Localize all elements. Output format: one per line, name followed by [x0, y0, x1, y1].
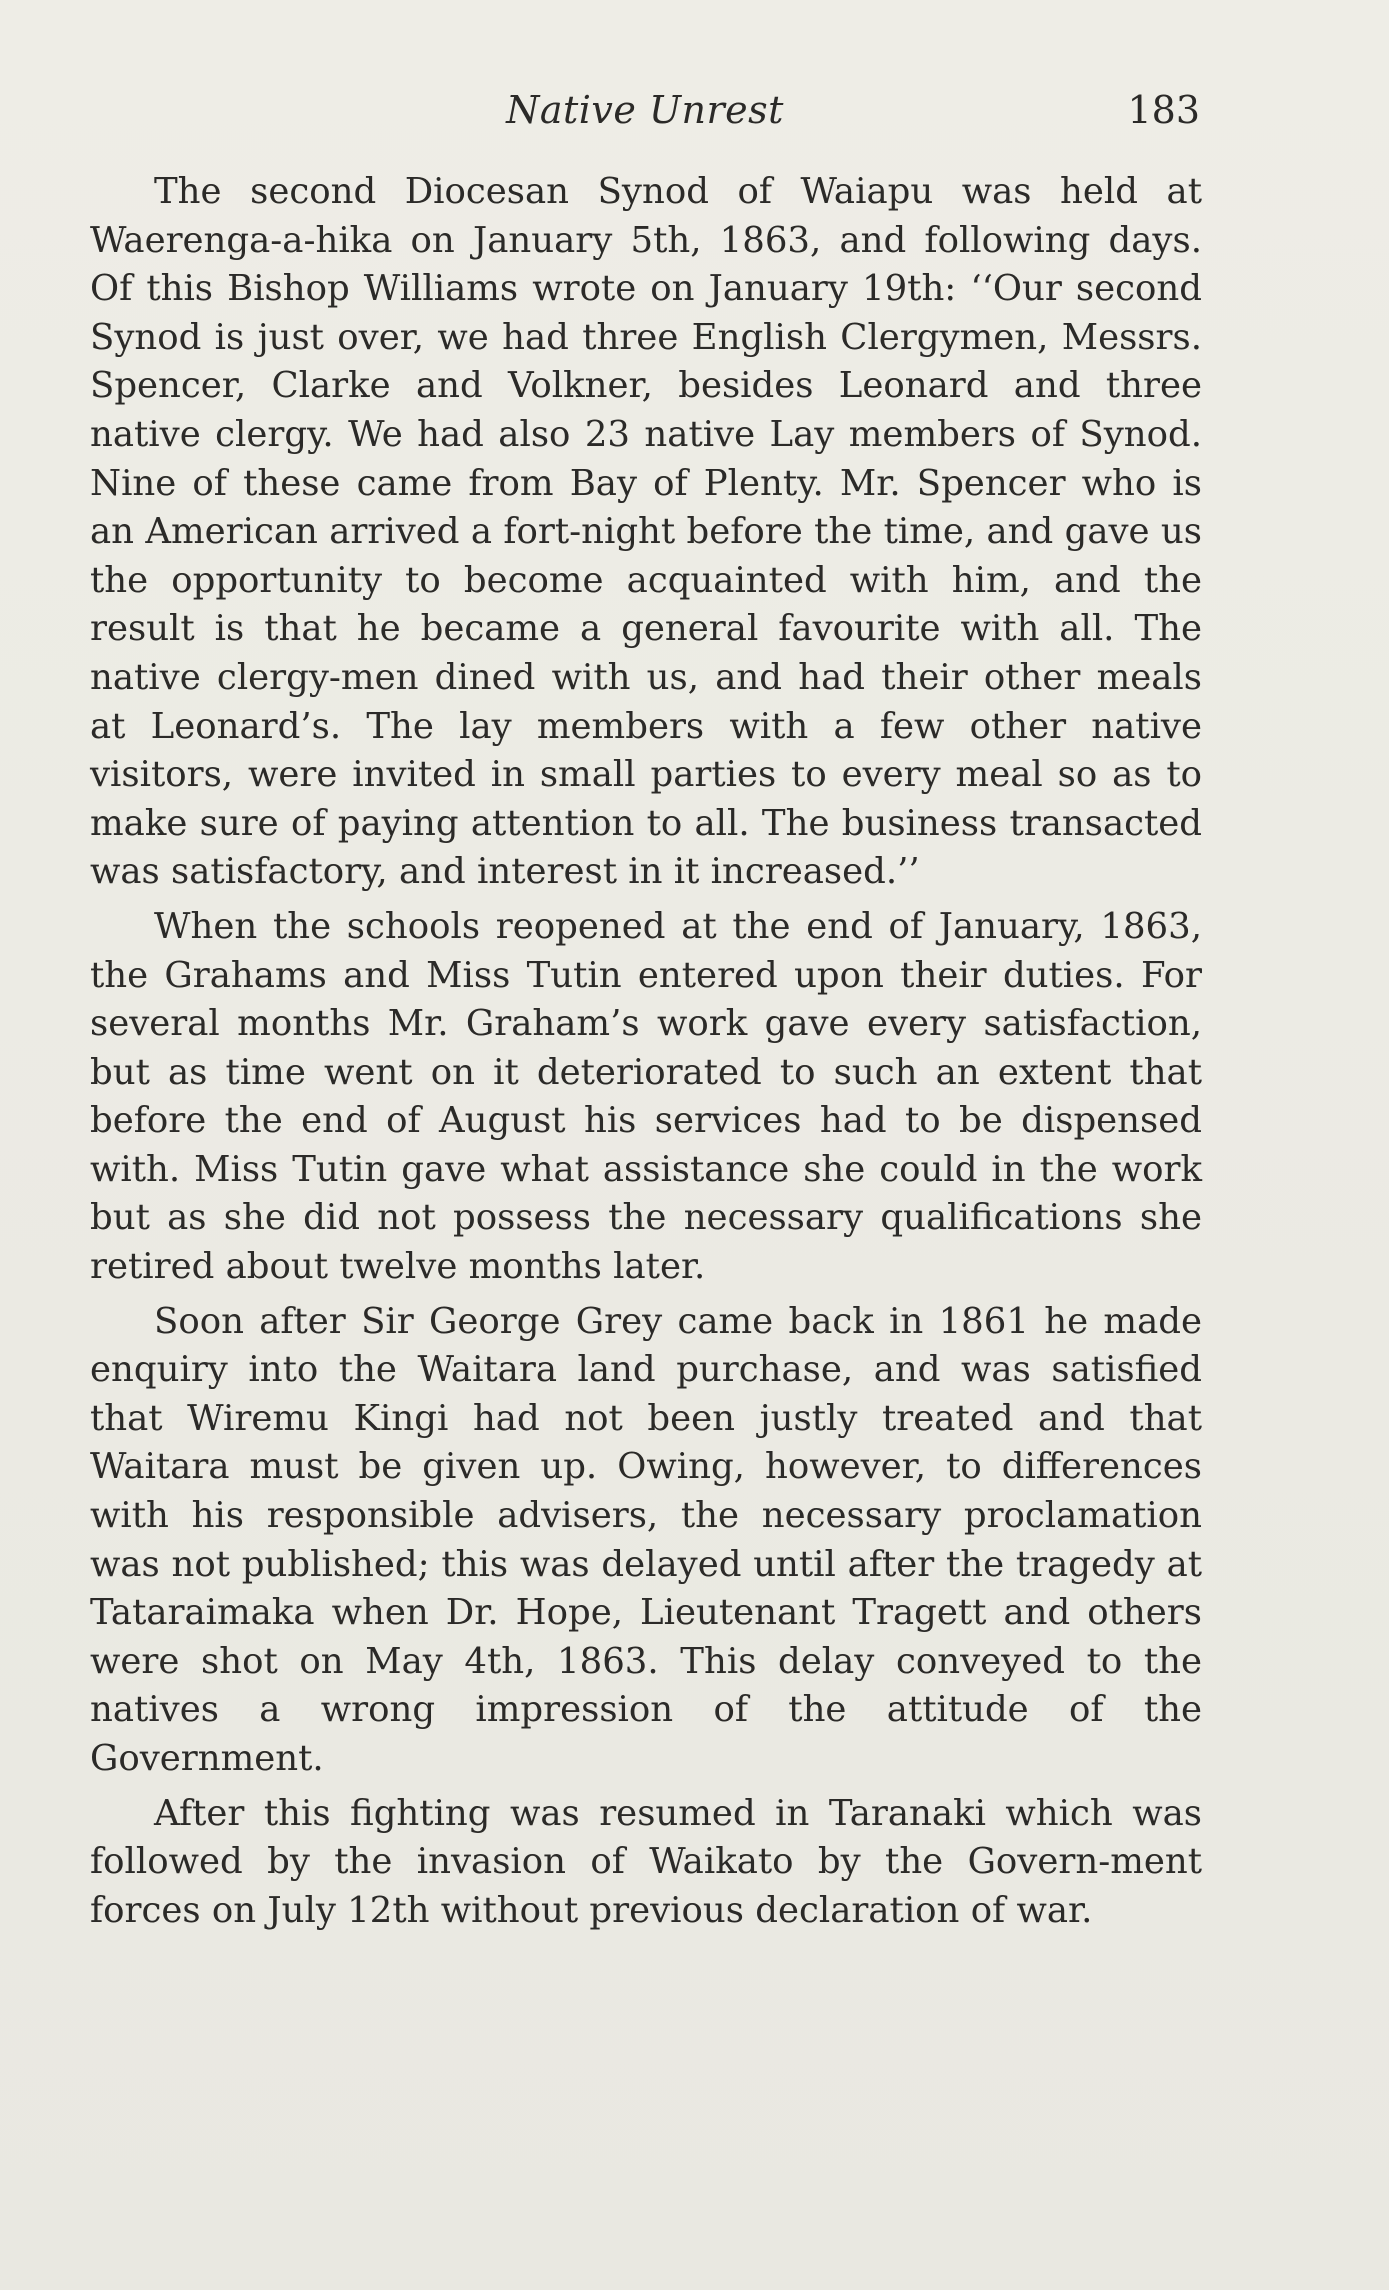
paragraph-schools: When the schools reopened at the end of January, 1863, the Grahams and Miss Tutin entered upon their duties. For several months Mr. Graham’s work gave every satisfaction, but as time went on it deteriorated to such an extent that before the end of August his services had to be dispensed with. Miss Tutin gave what assistance she could in the work but as she did not possess the necessary qualifications she retired about twelve months later. [90, 905, 1202, 1288]
paragraph-war: After this fighting was resumed in Taranaki which was followed by the invasion of Waikato by the Govern-ment forces on July 12th without previous declaration of war. [90, 1792, 1202, 1931]
page-number: 183 [1127, 88, 1200, 132]
body-text [90, 168, 1202, 1941]
running-title: Native Unrest [506, 88, 784, 132]
running-head [90, 88, 1200, 148]
paragraph-synod: The second Diocesan Synod of Waiapu was held at Waerenga-a-hika on January 5th, 1863, and following days. Of this Bishop Williams wrote on January 19th: ‘‘Our second Synod is just over, we had three English Clergymen, Messrs. Spencer, Clarke and Volkner, besides Leonard and three native clergy. We had also 23 native Lay members of Synod. Nine of these came from Bay of Plenty. Mr. Spencer who is an American arrived a fort-night before the time, and gave us the opportunity to become acquainted with him, and the result is that he became a general favourite with all. The native clergy-men dined with us, and had their other meals at Leonard’s. The lay members with a few other native visitors, were invited in small parties to every meal so as to make sure of paying attention to all. The business transacted was satisfactory, and interest in it increased.’’ [90, 171, 1202, 893]
paragraph-waitara: Soon after Sir George Grey came back in 1861 he made enquiry into the Waitara land purchase, and was satisfied that Wiremu Kingi had not been justly treated and that Waitara must be given up. Owing, however, to differences with his responsible advisers, the necessary proclamation was not published; this was delayed until after the tragedy at Tataraimaka when Dr. Hope, Lieutenant Tragett and others were shot on May 4th, 1863. This delay conveyed to the natives a wrong impression of the attitude of the Government. [90, 1300, 1202, 1779]
